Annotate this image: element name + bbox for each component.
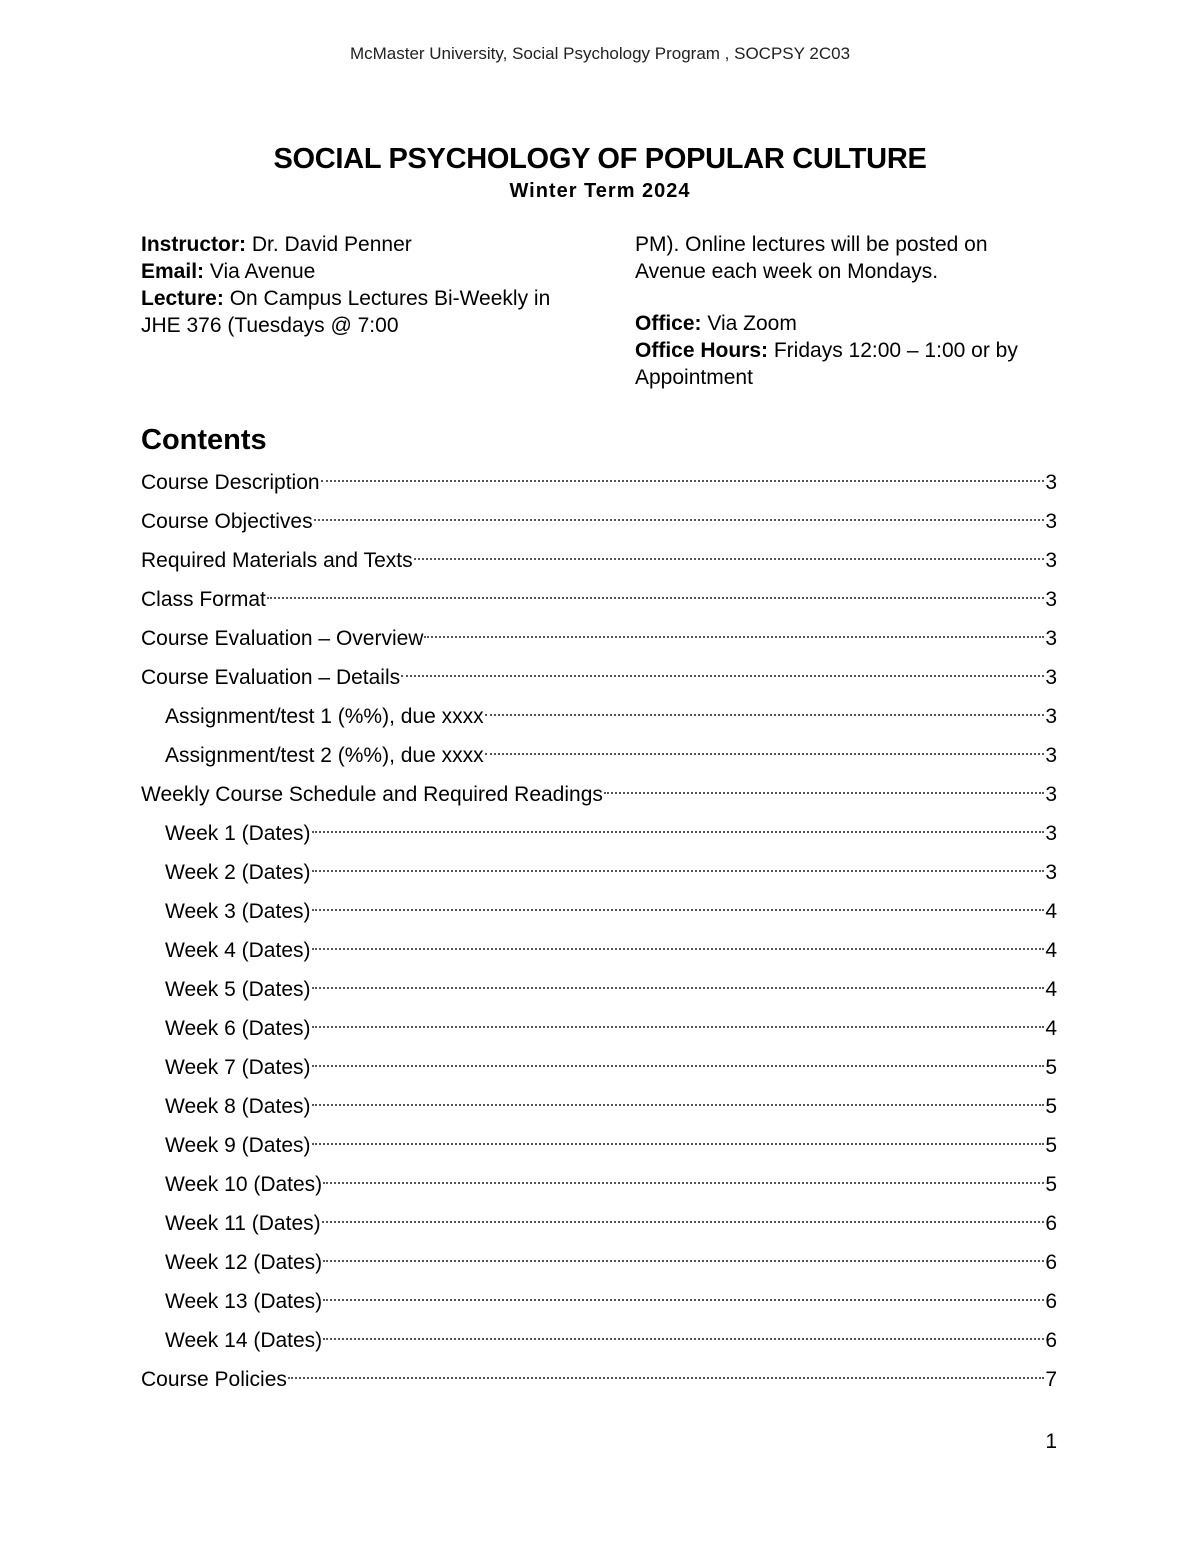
toc-entry-label[interactable]: Course Description [141, 471, 320, 494]
toc-dot-leader [312, 1065, 1045, 1067]
toc-dot-leader [323, 1260, 1044, 1262]
toc-entry[interactable] [141, 463, 1057, 502]
toc-entry-label[interactable]: Assignment/test 1 (%%), due xxxx [165, 705, 484, 728]
toc-entry[interactable] [141, 1087, 1057, 1126]
toc-entry-page[interactable]: 3 [1045, 861, 1057, 884]
toc-entry[interactable] [141, 775, 1057, 814]
toc-entry[interactable] [141, 1282, 1057, 1321]
office-hours-line [635, 337, 1055, 391]
page-number: 1 [1045, 1430, 1057, 1453]
toc-dot-leader [322, 1221, 1045, 1223]
toc-entry-page[interactable]: 4 [1045, 1017, 1057, 1040]
toc-dot-leader [267, 597, 1044, 599]
toc-entry[interactable] [141, 853, 1057, 892]
toc-dot-leader [312, 909, 1045, 911]
toc-entry[interactable] [141, 1243, 1057, 1282]
toc-entry-label[interactable]: Week 12 (Dates) [165, 1251, 323, 1274]
toc-entry-page[interactable]: 4 [1045, 939, 1057, 962]
toc-entry[interactable] [141, 736, 1057, 775]
toc-entry-label[interactable]: Week 10 (Dates) [165, 1173, 323, 1196]
table-of-contents [141, 463, 1057, 1399]
toc-entry[interactable] [141, 502, 1057, 541]
email-line [141, 258, 561, 285]
toc-entry-label[interactable]: Course Evaluation – Details [141, 666, 401, 689]
instructor-line [141, 231, 561, 258]
toc-entry-page[interactable]: 5 [1045, 1095, 1057, 1118]
toc-entry-label[interactable]: Week 8 (Dates) [165, 1095, 311, 1118]
office-hours-label: Office Hours: [635, 339, 769, 362]
toc-entry-label[interactable]: Course Objectives [141, 510, 313, 533]
toc-entry[interactable] [141, 1165, 1057, 1204]
toc-dot-leader [312, 870, 1045, 872]
toc-entry-label[interactable]: Week 13 (Dates) [165, 1290, 323, 1313]
office-hours-value: Fridays 12:00 – 1:00 or by Appointment [635, 339, 1018, 389]
toc-dot-leader [485, 753, 1045, 755]
toc-dot-leader [401, 675, 1044, 677]
toc-entry-page[interactable]: 5 [1045, 1056, 1057, 1079]
toc-dot-leader [414, 558, 1045, 560]
toc-entry-page[interactable]: 3 [1045, 744, 1057, 767]
toc-entry[interactable] [141, 814, 1057, 853]
toc-dot-leader [604, 792, 1044, 794]
toc-dot-leader [312, 1026, 1045, 1028]
toc-entry-page[interactable]: 6 [1045, 1251, 1057, 1274]
toc-dot-leader [312, 1104, 1045, 1106]
toc-entry[interactable] [141, 1204, 1057, 1243]
toc-entry-page[interactable]: 3 [1045, 783, 1057, 806]
instructor-label: Instructor: [141, 233, 246, 256]
office-label: Office: [635, 312, 702, 335]
toc-entry-page[interactable]: 5 [1045, 1173, 1057, 1196]
toc-entry[interactable] [141, 1126, 1057, 1165]
toc-entry-label[interactable]: Required Materials and Texts [141, 549, 413, 572]
toc-entry[interactable] [141, 541, 1057, 580]
toc-entry-page[interactable]: 3 [1045, 666, 1057, 689]
toc-entry-page[interactable]: 3 [1045, 471, 1057, 494]
toc-dot-leader [288, 1377, 1044, 1379]
toc-dot-leader [323, 1299, 1044, 1301]
toc-dot-leader [323, 1182, 1044, 1184]
course-info-left-column [141, 231, 561, 339]
toc-entry-label[interactable]: Course Evaluation – Overview [141, 627, 424, 650]
lecture-label: Lecture: [141, 287, 224, 310]
office-value: Via Zoom [701, 312, 797, 335]
toc-entry[interactable] [141, 892, 1057, 931]
toc-entry-label[interactable]: Course Policies [141, 1368, 287, 1391]
toc-entry-label[interactable]: Week 4 (Dates) [165, 939, 311, 962]
toc-entry-label[interactable]: Week 5 (Dates) [165, 978, 311, 1001]
toc-entry-label[interactable]: Weekly Course Schedule and Required Readings [141, 783, 603, 806]
toc-entry-page[interactable]: 3 [1045, 549, 1057, 572]
toc-dot-leader [321, 480, 1045, 482]
lecture-continuation: PM). Online lectures will be posted on Avenue each week on Mondays. [635, 233, 988, 283]
toc-entry[interactable] [141, 1048, 1057, 1087]
toc-entry-page[interactable]: 3 [1045, 588, 1057, 611]
document-title: SOCIAL PSYCHOLOGY OF POPULAR CULTURE [273, 143, 927, 175]
toc-entry-label[interactable]: Week 11 (Dates) [165, 1212, 321, 1235]
toc-dot-leader [424, 636, 1044, 638]
toc-entry-label[interactable]: Week 1 (Dates) [165, 822, 311, 845]
toc-entry-page[interactable]: 7 [1045, 1368, 1057, 1391]
toc-entry[interactable] [141, 1321, 1057, 1360]
toc-entry-page[interactable]: 4 [1045, 978, 1057, 1001]
lecture-value: On Campus Lectures Bi-Weekly in JHE 376 (Tuesdays @ 7:00 [141, 287, 551, 337]
toc-entry[interactable] [141, 580, 1057, 619]
toc-dot-leader [312, 1143, 1045, 1145]
toc-dot-leader [312, 831, 1045, 833]
toc-entry[interactable] [141, 970, 1057, 1009]
toc-entry-page[interactable]: 5 [1045, 1134, 1057, 1157]
toc-entry-label[interactable]: Week 2 (Dates) [165, 861, 311, 884]
email-label: Email: [141, 260, 205, 283]
toc-entry-label[interactable]: Class Format [141, 588, 266, 611]
toc-dot-leader [485, 714, 1045, 716]
course-info-right-column [635, 231, 1055, 391]
toc-entry[interactable] [141, 619, 1057, 658]
toc-dot-leader [312, 948, 1045, 950]
toc-entry[interactable] [141, 658, 1057, 697]
toc-entry-page[interactable]: 6 [1045, 1212, 1057, 1235]
toc-entry-page[interactable]: 3 [1045, 627, 1057, 650]
toc-dot-leader [314, 519, 1045, 521]
toc-entry-label[interactable]: Week 7 (Dates) [165, 1056, 311, 1079]
toc-entry-page[interactable]: 6 [1045, 1290, 1057, 1313]
toc-dot-leader [312, 987, 1045, 989]
toc-entry-label[interactable]: Week 14 (Dates) [165, 1329, 323, 1352]
toc-entry-label[interactable]: Week 3 (Dates) [165, 900, 311, 923]
toc-entry[interactable] [141, 1360, 1057, 1399]
toc-entry[interactable] [141, 1009, 1057, 1048]
toc-entry-label[interactable]: Week 6 (Dates) [165, 1017, 311, 1040]
toc-entry-page[interactable]: 3 [1045, 510, 1057, 533]
toc-entry[interactable] [141, 931, 1057, 970]
toc-entry-page[interactable]: 3 [1045, 822, 1057, 845]
toc-entry-label[interactable]: Week 9 (Dates) [165, 1134, 311, 1157]
email-value: Via Avenue [204, 260, 316, 283]
toc-dot-leader [323, 1338, 1044, 1340]
toc-entry[interactable] [141, 697, 1057, 736]
contents-heading: Contents [141, 424, 267, 456]
toc-entry-label[interactable]: Assignment/test 2 (%%), due xxxx [165, 744, 484, 767]
office-line [635, 310, 1055, 337]
lecture-line [141, 285, 561, 339]
toc-entry-page[interactable]: 3 [1045, 705, 1057, 728]
running-header: McMaster University, Social Psychology Program , SOCPSY 2C03 [349, 44, 851, 63]
toc-entry-page[interactable]: 6 [1045, 1329, 1057, 1352]
toc-entry-page[interactable]: 4 [1045, 900, 1057, 923]
document-subtitle: Winter Term 2024 [509, 180, 691, 202]
instructor-value: Dr. David Penner [246, 233, 412, 256]
